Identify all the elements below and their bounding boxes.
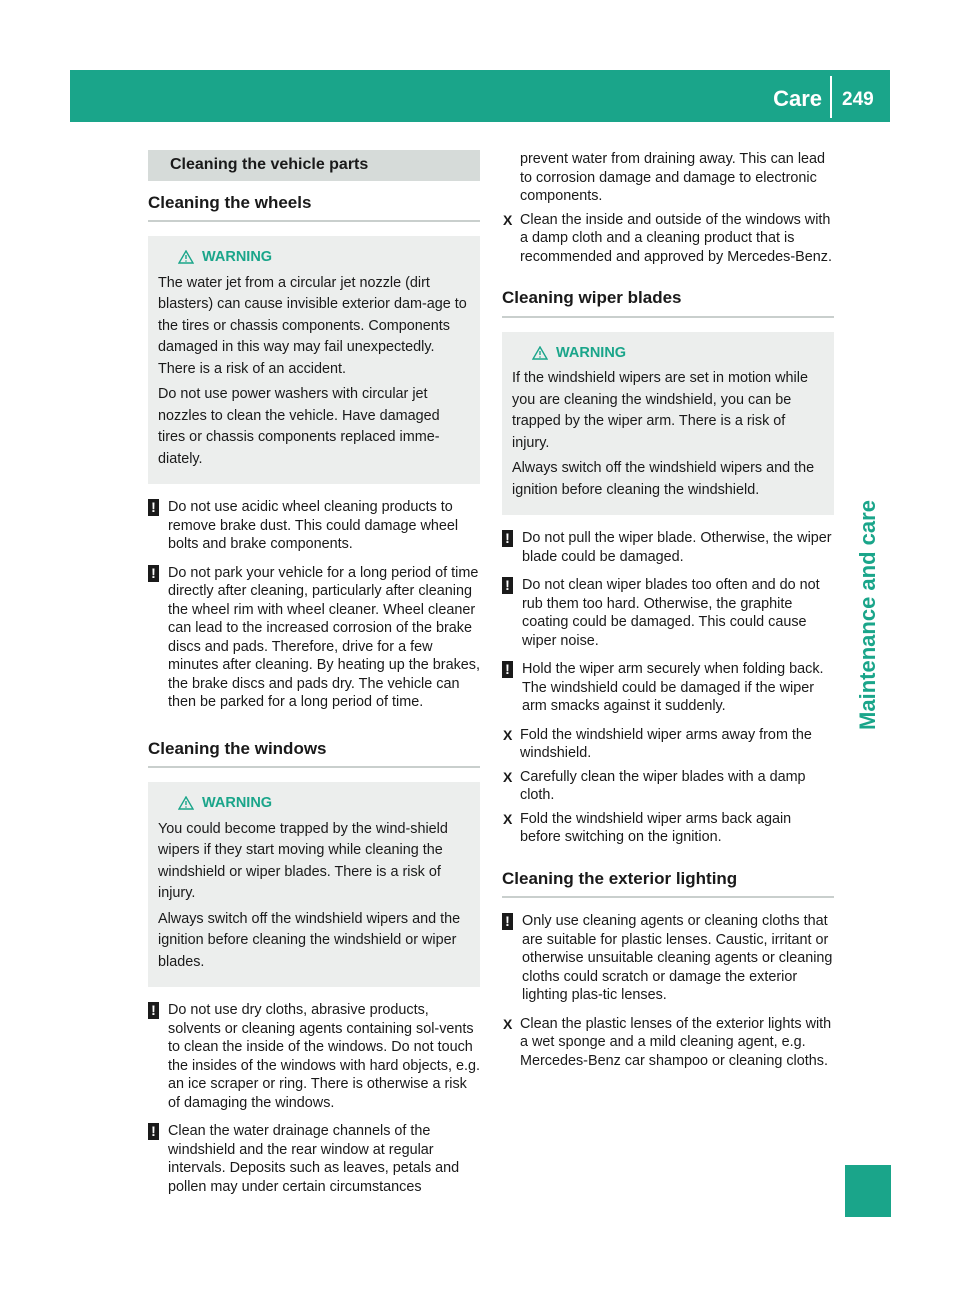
note-text: Do not pull the wiper blade. Otherwise, the wiper blade could be damaged.	[522, 530, 832, 565]
warning-triangle-icon	[532, 346, 548, 360]
step-text: Fold the windshield wiper arms back again before switching on the ignition.	[520, 810, 792, 845]
heading-cleaning-wheels: Cleaning the wheels	[148, 194, 480, 223]
right-column	[502, 150, 834, 1075]
step-arrow-icon: X	[503, 211, 513, 228]
note-item	[502, 912, 834, 1005]
warning-box-windows	[148, 782, 480, 987]
exclamation-icon: !	[502, 913, 513, 930]
exclamation-icon: !	[148, 1002, 159, 1019]
exclamation-icon: !	[502, 577, 513, 594]
note-item	[148, 564, 480, 712]
warning-header	[158, 248, 470, 267]
warning-triangle-icon	[178, 250, 194, 264]
step-text: Clean the plastic lenses of the exterior lights with a wet sponge and a mild cleaning agent, e.g. Mercedes-Benz car shampoo or cleaning cloths.	[520, 1015, 832, 1069]
note-text: Do not use acidic wheel cleaning products to remove brake dust. This could damage wheel bolts and brake components.	[168, 499, 459, 552]
header-separator	[830, 76, 832, 118]
warning-header	[512, 344, 824, 363]
warning-text: The water jet from a circular jet nozzle (dirt blasters) can cause invisible exterior dam-age to the tires or chassis components. Components damaged in this way may fail unexpectedly. There is a risk of an accident.	[158, 274, 467, 377]
note-text: Clean the water drainage channels of the windshield and the rear window at regular intervals. Deposits such as leaves, petals and pollen may under certain circumstances	[168, 1123, 460, 1195]
step-item	[502, 810, 834, 847]
warning-label: WARNING	[556, 344, 627, 361]
note-item	[148, 1001, 480, 1112]
exclamation-icon: !	[148, 1123, 159, 1140]
warning-text: Always switch off the windshield wipers and the ignition before cleaning the windshield.	[512, 460, 815, 498]
warning-text: You could become trapped by the wind-shield wipers if they start moving while cleaning the windshield or wiper blades. There is a risk of injury.	[158, 820, 448, 901]
note-text: Do not use dry cloths, abrasive products, solvents or cleaning agents containing sol-vents to clean the inside of the windows. Do not touch the insides of the windows with hard objects, e.g. an ice scraper or ring. There is otherwise a risk of damaging the windows.	[168, 1002, 480, 1111]
note-text: Hold the wiper arm securely when folding back. The windshield could be damaged if the wiper arm smacks against it suddenly.	[522, 661, 824, 714]
step-item	[502, 1015, 834, 1071]
side-tab-label: Maintenance and care	[855, 500, 880, 730]
warning-text: Do not use power washers with circular jet nozzles to clean the vehicle. Have damaged tires or chassis components replaced imme-diately.	[158, 386, 440, 467]
corner-tab	[845, 1165, 891, 1217]
left-column	[148, 150, 480, 1206]
continued-text: prevent water from draining away. This can lead to corrosion damage and damage to electronic components.	[520, 151, 826, 204]
step-text: Clean the inside and outside of the windows with a damp cloth and a cleaning product that is recommended and approved by Mercedes-Benz.	[520, 211, 832, 265]
warning-text: Always switch off the windshield wipers and the ignition before cleaning the windshield or wiper blades.	[158, 910, 461, 970]
header-section-title: Care	[773, 86, 822, 111]
warning-text: If the windshield wipers are set in motion while you are cleaning the windshield, you can be trapped by the wiper arm. There is a risk of injury.	[512, 370, 808, 451]
exclamation-icon: !	[502, 530, 513, 547]
section-banner: Cleaning the vehicle parts	[148, 150, 480, 181]
heading-cleaning-windows: Cleaning the windows	[148, 740, 480, 769]
step-arrow-icon: X	[503, 810, 513, 827]
step-text: Carefully clean the wiper blades with a damp cloth.	[520, 768, 806, 803]
note-item	[148, 1122, 480, 1196]
step-arrow-icon: X	[503, 726, 513, 743]
heading-cleaning-exterior-lighting: Cleaning the exterior lighting	[502, 870, 834, 899]
warning-label: WARNING	[202, 249, 273, 265]
heading-cleaning-wiper-blades: Cleaning wiper blades	[502, 289, 834, 318]
warning-box-wipers	[502, 332, 834, 516]
step-item	[502, 768, 834, 805]
note-item	[502, 576, 834, 650]
note-text: Do not park your vehicle for a long period of time directly after cleaning, particularly after cleaning the wheel rim with wheel cleaner. Wheel cleaner can lead to the increased corrosion of the brake discs and pads. Therefore, drive for a few minutes after cleaning. By heating up the brakes, the brake discs and pads dry. The vehicle can then be parked for a long period of time.	[168, 564, 480, 710]
warning-triangle-icon	[178, 796, 194, 810]
note-item	[148, 498, 480, 554]
page-number: 249	[842, 89, 874, 110]
step-item	[502, 211, 834, 267]
warning-label: WARNING	[202, 795, 273, 811]
note-text: Only use cleaning agents or cleaning cloths that are suitable for plastic lenses. Caustic, irritant or otherwise unsuitable cleaning agents or cleaning cloths could scratch or damage the exterior lighting plas-tic lenses.	[522, 913, 833, 1003]
exclamation-icon: !	[148, 499, 159, 516]
step-arrow-icon: X	[503, 768, 513, 785]
note-item	[502, 529, 834, 566]
exclamation-icon: !	[502, 661, 513, 678]
warning-box-wheels	[148, 236, 480, 484]
exclamation-icon: !	[148, 565, 159, 582]
step-arrow-icon: X	[503, 1015, 513, 1032]
step-text: Fold the windshield wiper arms away from the windshield.	[520, 726, 812, 761]
warning-header	[158, 794, 470, 813]
note-text: Do not clean wiper blades too often and do not rub them too hard. Otherwise, the graphite coating could be damaged. This could cause wiper noise.	[522, 577, 820, 649]
note-item	[502, 660, 834, 716]
step-item	[502, 726, 834, 763]
